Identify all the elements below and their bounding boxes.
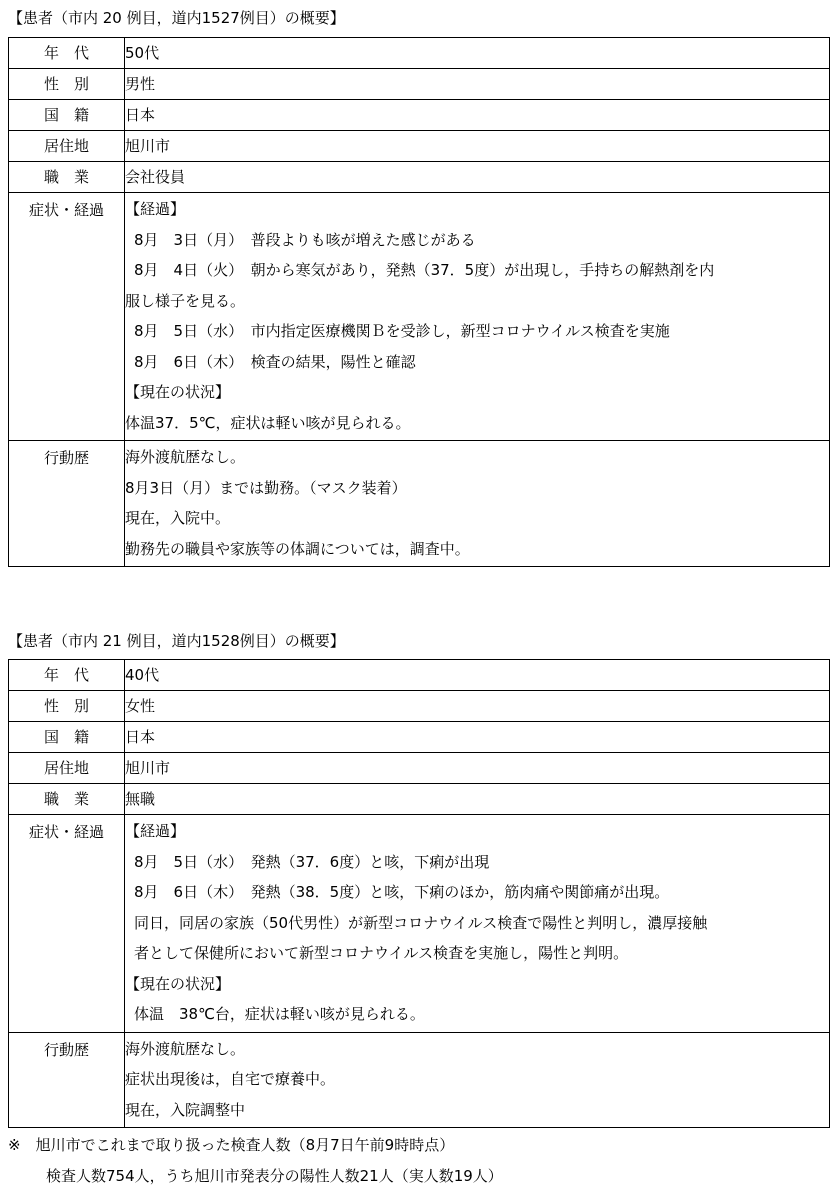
symptoms-line: 者として保健所において新型コロナウイルス検査を実施し，陽性と判明。 (134, 944, 629, 962)
residence-label: 居住地 (9, 753, 125, 784)
sex-label: 性 別 (9, 691, 125, 722)
symptoms-line: 8月 5日（水） 市内指定医療機関Ｂを受診し，新型コロナウイルス検査を実施 (134, 322, 670, 340)
residence-value: 旭川市 (125, 753, 830, 784)
symptoms-line: 【現在の状況】 (125, 383, 231, 401)
symptoms-line: 服し様子を見る。 (125, 291, 246, 310)
occupation-value: 会社役員 (125, 162, 830, 193)
occupation-label: 職 業 (9, 784, 125, 815)
patient1-title: 【患者（市内 20 例目，道内1527例目）の概要】 (8, 9, 345, 27)
nationality-value: 日本 (125, 722, 830, 753)
sex-value: 男性 (125, 69, 830, 100)
history-line: 症状出現後は，自宅で療養中。 (125, 1070, 336, 1088)
sex-label: 性 別 (9, 69, 125, 100)
table-row (9, 193, 830, 441)
symptoms-line: 体温 38℃台，症状は軽い咳が見られる。 (134, 1005, 425, 1023)
table-row (9, 441, 830, 567)
symptoms-line: 【経過】 (125, 822, 186, 840)
history-value (125, 441, 830, 567)
table-row (9, 753, 830, 784)
patient2-table (8, 659, 830, 1128)
history-label: 行動歴 (9, 1032, 125, 1128)
symptoms-label: 症状・経過 (9, 815, 125, 1033)
symptoms-label: 症状・経過 (9, 193, 125, 441)
occupation-label: 職 業 (9, 162, 125, 193)
patient1-table (8, 37, 830, 567)
table-row (9, 660, 830, 691)
table-row (9, 1032, 830, 1128)
history-line: 現在，入院中。 (125, 509, 231, 527)
footnote-line-1: ※ 旭川市でこれまで取り扱った検査人数（8月7日午前9時時点） (8, 1136, 455, 1154)
nationality-label: 国 籍 (9, 100, 125, 131)
history-line: 海外渡航歴なし。 (125, 448, 246, 466)
symptoms-line: 体温37．5℃，症状は軽い咳が見られる。 (125, 413, 411, 432)
table-row (9, 100, 830, 131)
age-value: 40代 (125, 660, 830, 691)
history-line: 勤務先の職員や家族等の体調については，調査中。 (125, 539, 470, 558)
age-value: 50代 (125, 38, 830, 69)
footnote-line-2: 検査人数754人，うち旭川市発表分の陽性人数21人（実人数19人） (46, 1167, 503, 1185)
table-row (9, 162, 830, 193)
symptoms-line: 8月 5日（水） 発熱（37．6度）と咳，下痢が出現 (134, 852, 490, 871)
symptoms-line: 8月 4日（火） 朝から寒気があり，発熱（37．5度）が出現し，手持ちの解熱剤を内 (134, 261, 715, 279)
symptoms-value (125, 815, 830, 1033)
patient2-title: 【患者（市内 21 例目，道内1528例目）の概要】 (8, 632, 345, 650)
symptoms-line: 8月 6日（木） 検査の結果，陽性と確認 (134, 352, 416, 371)
nationality-label: 国 籍 (9, 722, 125, 753)
table-row (9, 69, 830, 100)
sex-value: 女性 (125, 691, 830, 722)
symptoms-line: 8月 3日（月） 普段よりも咳が増えた感じがある (134, 230, 476, 249)
table-row (9, 131, 830, 162)
symptoms-line: 【経過】 (125, 200, 186, 218)
table-row (9, 815, 830, 1033)
nationality-value: 日本 (125, 100, 830, 131)
history-line: 8月3日（月）までは勤務。（マスク装着） (125, 478, 407, 497)
residence-value: 旭川市 (125, 131, 830, 162)
table-row (9, 691, 830, 722)
age-label: 年 代 (9, 660, 125, 691)
history-line: 現在，入院調整中 (125, 1100, 246, 1119)
occupation-value: 無職 (125, 784, 830, 815)
residence-label: 居住地 (9, 131, 125, 162)
table-row (9, 784, 830, 815)
symptoms-line: 同日，同居の家族（50代男性）が新型コロナウイルス検査で陽性と判明し，濃厚接触 (134, 913, 708, 932)
history-line: 海外渡航歴なし。 (125, 1039, 246, 1058)
symptoms-line: 【現在の状況】 (125, 974, 231, 993)
history-label: 行動歴 (9, 441, 125, 567)
table-row (9, 722, 830, 753)
table-row (9, 38, 830, 69)
symptoms-line: 8月 6日（木） 発熱（38．5度）と咳，下痢のほか，筋肉痛や関節痛が出現。 (134, 883, 670, 901)
history-value (125, 1032, 830, 1128)
symptoms-value (125, 193, 830, 441)
age-label: 年 代 (9, 38, 125, 69)
